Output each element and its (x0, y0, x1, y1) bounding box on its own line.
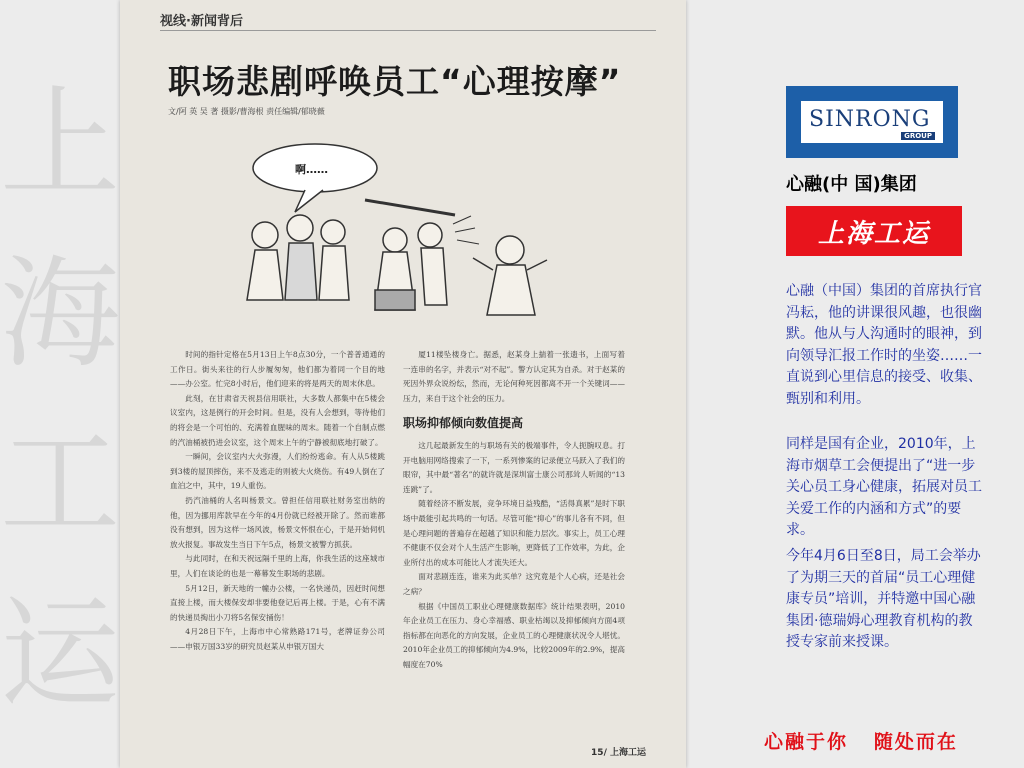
sidebar-paragraph-text: 心融（中国）集团的首席执行官冯耘，他的讲课很风趣，也很幽默。他从与人沟通时的眼神，到向领导汇报工作时的坐姿……一直说到心里信息的接受、收集、甄别和利用。 (786, 283, 982, 407)
article-subhead: 职场抑郁倾向数值提高 (403, 416, 524, 431)
sinrong-logo (786, 86, 958, 158)
article-byline: 文/阿 英 吴 著 摄影/曹海根 责任编辑/郁晓薇 (168, 107, 325, 116)
article-paragraph: 一瞬间，会议室内大火弥漫，人们纷纷逃命。有人从5楼跳到3楼的屋顶摔伤，来不及逃走的则被大火烧伤。有49人倒在了血泊之中，其中，19人重伤。 (170, 452, 385, 491)
article-paragraph: 面对悲剧连连，谁来为此买单？这究竟是个人心病，还是社会之病？ (403, 572, 625, 596)
sidebar-paragraph-text: 同样是国有企业，2010年，上海市烟草工会便提出了“进一步关心员工身心健康，拓展对员工关爱工作的内涵和方式”的要求。 (786, 436, 982, 538)
sidebar-paragraph-3 (786, 546, 982, 654)
shanghai-gongyun-badge (786, 206, 962, 256)
logo-group-label: GROUP (901, 132, 935, 140)
article-paragraph: 扔汽油桶的人名叫杨景文。曾担任信用联社财务室出纳的他，因为挪用库款早在今年的4月份就已经被开除了。然而谁都没有想到，因为这样一场风波，杨景文怀恨在心，于是开始伺机放火报复。事故发生当日下午5点，杨景文被警方抓获。 (170, 495, 385, 549)
sidebar-paragraph-1 (786, 281, 982, 410)
logo-wordmark: SINRONG (809, 107, 931, 132)
sidebar-paragraph-text: 今年4月6日至8日，局工会举办了为期三天的首届“员工心理健康专员”培训，并特邀中国心融集团·德瑞姆心理教育机构的教授专家前来授课。 (786, 548, 981, 650)
article-paragraph: 厦11楼坠楼身亡。据悉，赵某身上揣着一张遗书，上面写着一连串的名字，并表示“对不起”。警方认定其为自杀。对于赵某的死因外界众说纷纭，然而，无论何种死因都离不开一个关键词——压力，来自于这个社会的压力。 (403, 350, 625, 403)
article-paragraph: 5月12日，新天地的一幢办公楼，一名快递员，因赶时间想直接上楼，而大楼保安却非要他登记后再上楼。于是，心有不满的快递员掏出小刀将5名保安捅伤！ (170, 583, 385, 622)
cartoon-figure-left (247, 215, 349, 300)
article-paragraph: 4月28日下午，上海市中心常熟路171号，老牌证券公司——申银万国33岁的研究员赵某从申银万国大 (170, 627, 385, 651)
section-label: 视线·新闻背后 (160, 14, 243, 29)
background-watermark: 上海工运 (0, 75, 120, 724)
article-left-column (170, 348, 385, 728)
speech-text: 啊…… (295, 163, 328, 176)
article-paragraph: 这几起最新发生的与职场有关的极端事件，令人扼腕叹息。打开电脑用网络搜索了一下，一系列惨案的记录便立马跃入了我们的眼帘，其中最“著名”的就许就是深圳富士康公司那耸人听闻的“13连跳”了。 (403, 440, 625, 494)
article-headline: 职场悲剧呼唤员工“心理按摩” (168, 62, 622, 101)
article-paragraph: 此刻，在甘肃省天祝县信用联社，大多数人都集中在5楼会议室内，这是例行的开会时间。但是，没有人会想到，等待他们的将会是一个可怕的、充满着血腥味的周末。随着一个自制点燃的汽油桶被扔进会议室，这个周末上午的宁静被彻底地打破了。 (170, 393, 385, 447)
article-paragraph: 随着经济不断发展，竞争环境日益残酷，“活得真累”是时下职场中最能引起共鸣的一句话。尽管可能“抑心”的事儿各有不同，但是心理问题的普遍存在超越了知识和能力层次。事实上，员工心理不健康不仅会对个人生活产生影响，更降低了工作效率，为此，企业所付出的成本可能比人才流失还大。 (403, 499, 625, 567)
slogan: 心融于你 随处而在 (764, 731, 958, 753)
speech-bubble-tail (295, 190, 323, 212)
badge-calligraphy: 上海工运 (817, 218, 930, 249)
sidebar-paragraph-2 (786, 434, 982, 542)
scanned-magazine-page (120, 0, 686, 768)
page-number: 15/ 上海工运 (591, 748, 646, 758)
cartoon-figure-right (473, 236, 547, 315)
cartoon-illustration (225, 140, 555, 320)
logo-inner-panel (801, 101, 943, 143)
header-rule (160, 30, 656, 31)
company-name: 心融(中 国)集团 (786, 174, 917, 195)
article-paragraph: 与此同时，在和天祝远隔千里的上海，你我生活的这座城市里，人们在谈论的也是一幕幕发生职场的悲剧。 (170, 554, 385, 578)
article-right-column (403, 348, 625, 728)
cartoon-figure-struck (418, 216, 479, 305)
article-paragraph: 时间的指针定格在5月13日上午8点30分，一个普普通通的工作日。街头来往的行人步履匆匆，他们都为着同一个目的地——办公室。忙完8小时后，他们迎来的将是两天的周末休息。 (170, 350, 385, 389)
article-paragraph: 根据《中国员工职业心理健康数据库》统计结果表明，2010年企业员工在压力、身心幸福感、职业枯竭以及抑郁倾向方面4项指标都在向恶化的方向发展，企业员工的心理健康状况令人堪忧。2010年企业员工的抑郁倾向为4.9%，比较2009年的2.9%，提高幅度在70% (403, 601, 625, 669)
